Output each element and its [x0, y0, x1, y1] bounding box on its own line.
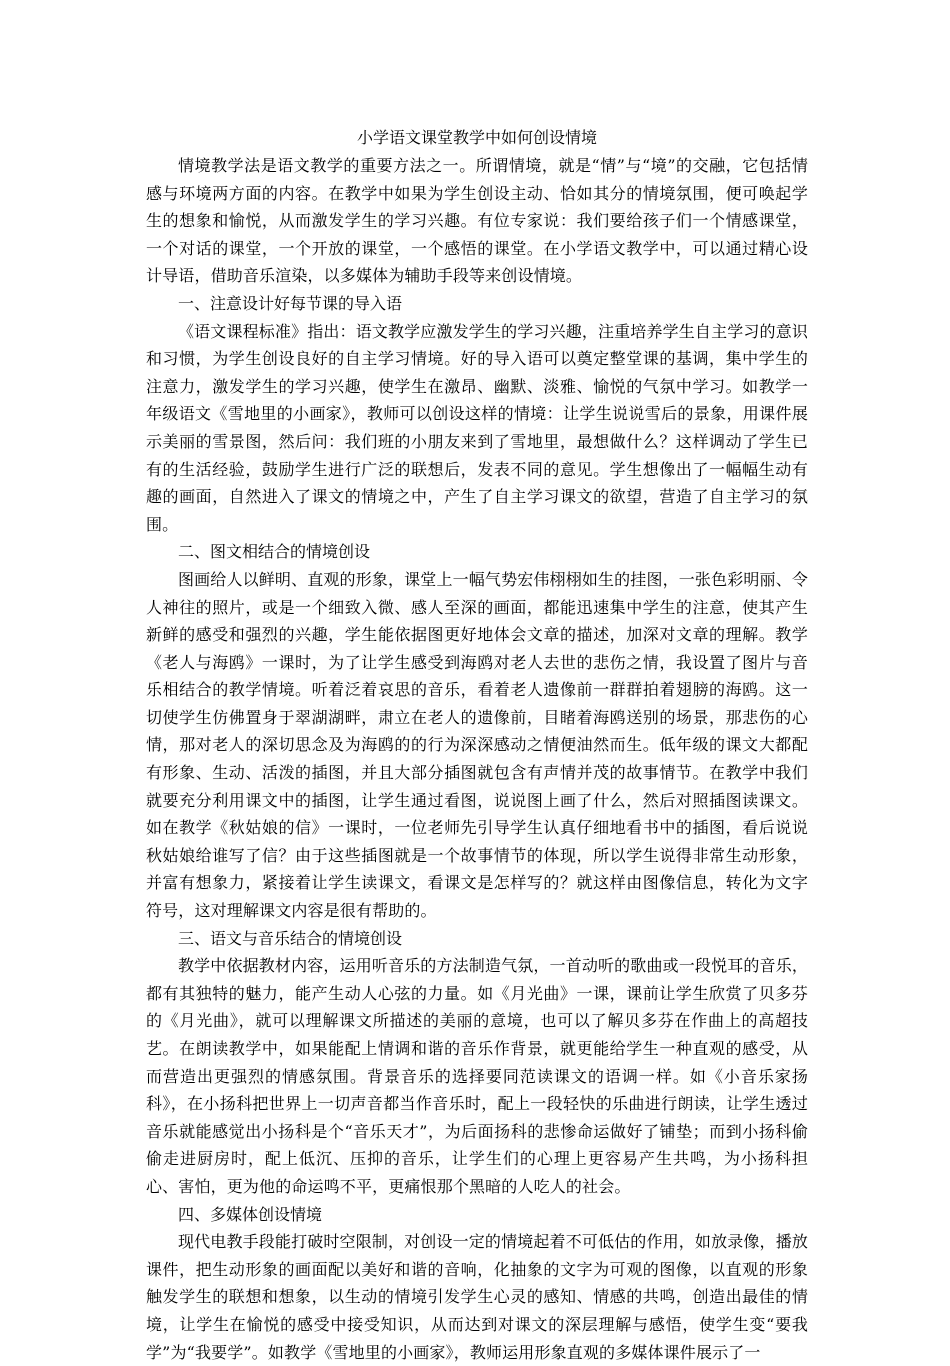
document-page	[146, 124, 808, 1366]
section-2-paragraph: 图画给人以鲜明、直观的形象，课堂上一幅气势宏伟栩栩如生的挂图，一张色彩明丽、令人神往的照片，或是一个细致入微、感人至深的画面，都能迅速集中学生的注意，使其产生新鲜的感受和强烈的兴趣，学生能依据图更好地体会文章的描述，加深对文章的理解。教学《老人与海鸥》一课时，为了让学生感受到海鸥对老人去世的悲伤之情，我设置了图片与音乐相结合的教学情境。听着泛着哀思的音乐，看着老人遗像前一群群拍着翅膀的海鸥。这一切使学生仿佛置身于翠湖湖畔，肃立在老人的遗像前，目睹着海鸥送别的场景，那悲伤的心情，那对老人的深切思念及为海鸥的的行为深深感动之情便油然而生。低年级的课文大都配有形象、生动、活泼的插图，并且大部分插图就包含有声情并茂的故事情节。在教学中我们就要充分利用课文中的插图，让学生通过看图，说说图上画了什么，然后对照插图读课文。如在教学《秋姑娘的信》一课时，一位老师先引导学生认真仔细地看书中的插图，看后说说秋姑娘给谁写了信？由于这些插图就是一个故事情节的体现，所以学生说得非常生动形象，并富有想象力，紧接着让学生读课文，看课文是怎样写的？就这样由图像信息，转化为文字符号，这对理解课文内容是很有帮助的。	[146, 569, 808, 921]
intro-paragraph: 情境教学法是语文教学的重要方法之一。所谓情境，就是“情”与“境”的交融，它包括情感与环境两方面的内容。在教学中如果为学生创设主动、恰如其分的情境氛围，便可唤起学生的想象和愉悦，从而激发学生的学习兴趣。有位专家说：我们要给孩子们一个情感课堂，一个对话的课堂，一个开放的课堂，一个感悟的课堂。在小学语文教学中，可以通过精心设计导语，借助音乐渲染，以多媒体为辅助手段等来创设情境。	[146, 156, 808, 286]
section-1-paragraph: 《语文课程标准》指出：语文教学应激发学生的学习兴趣，注重培养学生自主学习的意识和习惯，为学生创设良好的自主学习情境。好的导入语可以奠定整堂课的基调，集中学生的注意力，激发学生的学习兴趣，使学生在激昂、幽默、淡雅、愉悦的气氛中学习。如教学一年级语文《雪地里的小画家》，教师可以创设这样的情境：让学生说说雪后的景象，用课件展示美丽的雪景图，然后问：我们班的小朋友来到了雪地里，最想做什么？这样调动了学生已有的生活经验，鼓励学生进行广泛的联想后，发表不同的意见。学生想像出了一幅幅生动有趣的画面，自然进入了课文的情境之中，产生了自主学习课文的欲望，营造了自主学习的氛围。	[146, 321, 808, 534]
document-title: 小学语文课堂教学中如何创设情境	[356, 128, 597, 147]
section-heading-4: 四、多媒体创设情境	[178, 1204, 323, 1224]
section-heading-3: 三、语文与音乐结合的情境创设	[178, 928, 403, 948]
section-heading-1: 一、注意设计好每节课的导入语	[178, 293, 403, 313]
section-4-paragraph: 现代电教手段能打破时空限制，对创设一定的情境起着不可低估的作用，如放录像，播放课件，把生动形象的画面配以美好和谐的音响，化抽象的文字为可观的图像，以直观的形象触发学生的联想和想象，以生动的情境引发学生心灵的感知、情感的共鸣，创造出最佳的情境，让学生在愉悦的感受中接受知识，从而达到对课文的深层理解与感悟，使学生变“要我学”为“我要学”。如教学《雪地里的小画家》，教师运用形象直观的多媒体课件展示了一	[146, 1232, 808, 1362]
section-heading-2: 二、图文相结合的情境创设	[178, 542, 371, 562]
section-3-paragraph: 教学中依据教材内容，运用听音乐的方法制造气氛，一首动听的歌曲或一段悦耳的音乐，都有其独特的魅力，能产生动人心弦的力量。如《月光曲》一课，课前让学生欣赏了贝多芬的《月光曲》，就可以理解课文所描述的美丽的意境，也可以了解贝多芬在作曲上的高超技艺。在朗读教学中，如果能配上情调和谐的音乐作背景，就更能给学生一种直观的感受，从而营造出更强烈的情感氛围。背景音乐的选择要同范读课文的语调一样。如《小音乐家扬科》，在小扬科把世界上一切声音都当作音乐时，配上一段轻快的乐曲进行朗读，让学生透过音乐就能感觉出小扬科是个“音乐天才”，为后面扬科的悲惨命运做好了铺垫；而到小扬科偷偷走进厨房时，配上低沉、压抑的音乐，让学生们的心理上更容易产生共鸣，为小扬科担心、害怕，更为他的命运鸣不平，更痛恨那个黑暗的人吃人的社会。	[146, 956, 808, 1196]
